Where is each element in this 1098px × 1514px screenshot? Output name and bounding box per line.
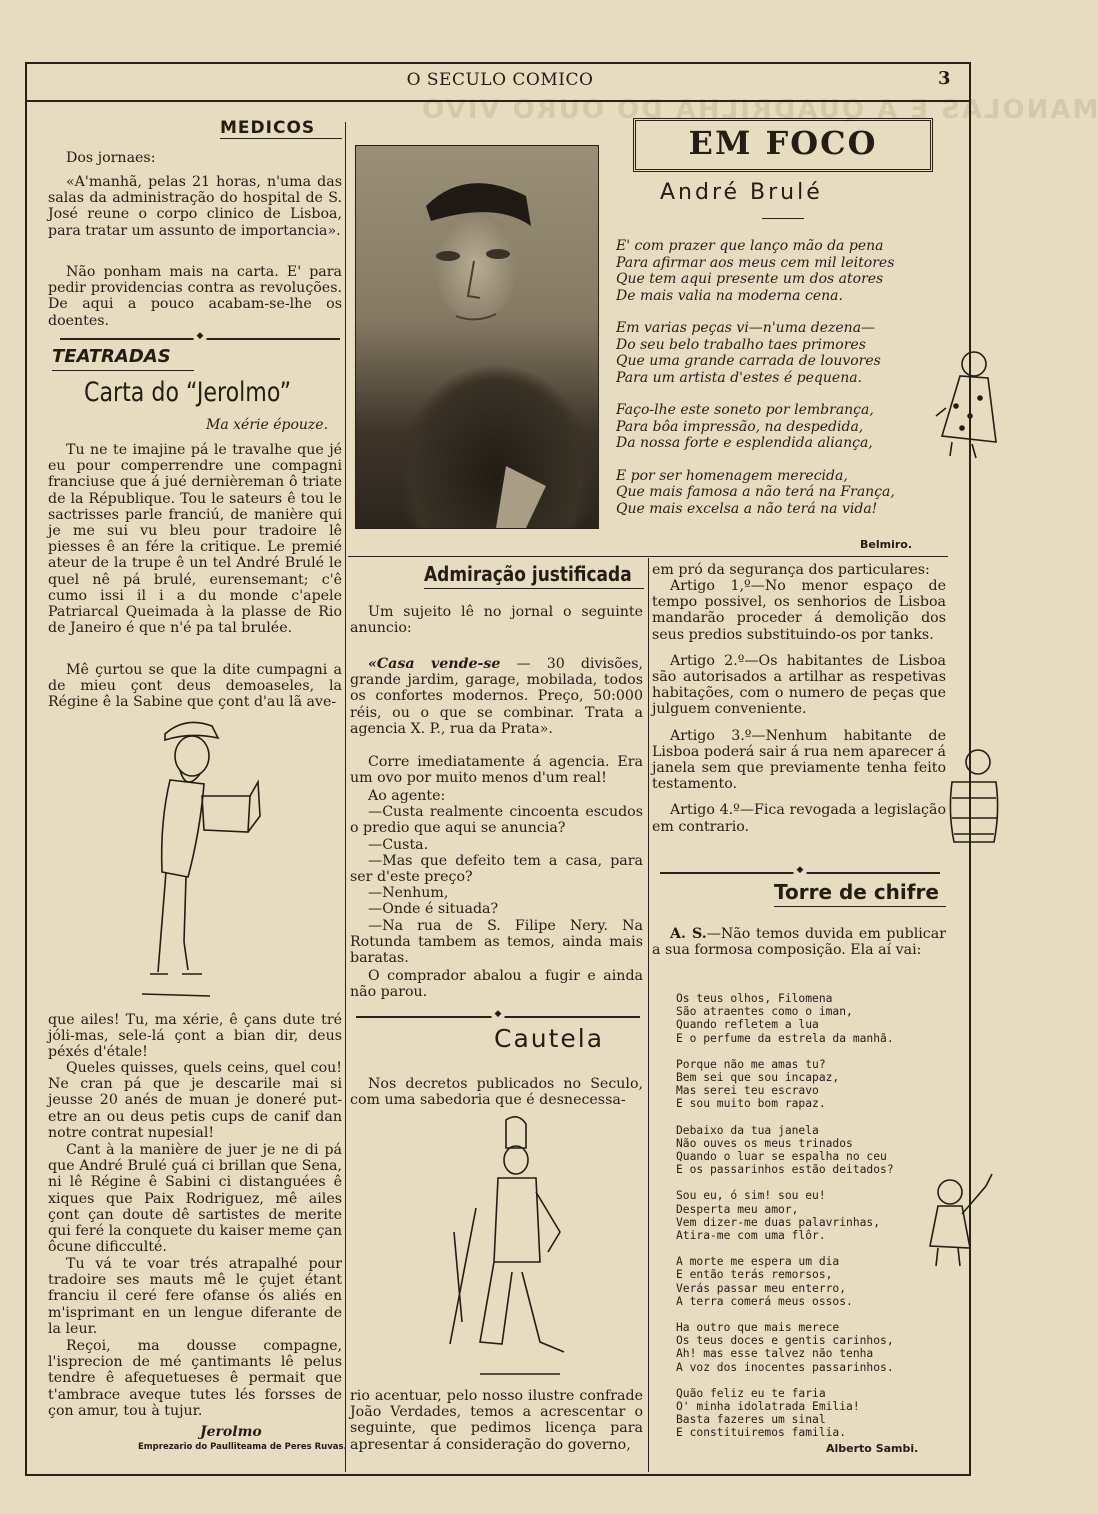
- poem-line: E' com prazer que lanço mão da pena: [616, 238, 884, 254]
- dialog-line: —Nenhum,: [368, 885, 449, 902]
- admiracao-ad-lead: «Casa vende-se: [368, 656, 501, 672]
- medicos-quote: «A'manhã, pelas 21 horas, n'uma das salas da administração do hospital de S. José reune o corpo clinico de Lisboa, para tratar um assunto de importancia».: [48, 174, 342, 239]
- title-underline: [424, 588, 644, 589]
- em-foco-author: Belmiro.: [860, 538, 913, 551]
- torre-intro: [652, 926, 946, 958]
- teatradas-p1: Tu ne te imajine pá le travalhe que jé eu pour comperrendre une compagni franciuse que á jué dernièreman ô triate de la République. Tou le sateurs ê tou le sactrisses parle franciú, de manière qui je me sui vu bleu pour tradoire lê piesses ê an fére la critique. Le premié ateur de la trupe ê un tel André Brulé le quel nê pá brulé, eurensemant; c'ê cumo issi il i a du monde c'apele Patriarcal Queimada à la plasse de Rio de Janeiro é que n'é pa tal brulée.: [48, 442, 342, 637]
- poem-line: O' minha idolatrada Emilia!: [676, 1400, 860, 1414]
- header-rule: [25, 100, 969, 102]
- poem-line: Que mais famosa a não terá na França,: [616, 484, 895, 500]
- admiracao-dialog: [350, 788, 643, 966]
- em-foco-stanza: [616, 320, 946, 386]
- torre-intro-lead: A. S.: [670, 926, 707, 942]
- poem-line: A voz dos inocentes passarinhos.: [676, 1360, 894, 1374]
- torre-stanza: [676, 1255, 894, 1308]
- poem-line: E então terás remorsos,: [676, 1268, 833, 1282]
- poem-line: Não ouves os meus trinados: [676, 1136, 853, 1150]
- teatradas-signature-title: Emprezario do Paulliteama de Peres Ruvas.: [138, 1442, 347, 1452]
- poem-line: Basta fazeres um sinal: [676, 1413, 826, 1427]
- teatradas-p5: Cant à la manière de juer je ne di pá que André Brulé çuá ci brillan que Sena, ni lê Régine ê Sabini ci distanguées ê xiques que Paix Rodriguez, mê ailes çont çan doute dê sartistes de merite qui feré la conquete du kaiser meme çan ôcune dificculté.: [48, 1142, 342, 1256]
- teatradas-p3: que ailes! Tu, ma xérie, ê çans dute tré jóli-mas, sele-lá çont a bian dir, deus péxés d'étale!: [48, 1012, 342, 1061]
- dialog-line: —Onde é situada?: [368, 901, 499, 918]
- poem-line: Os teus doces e gentis carinhos,: [676, 1334, 894, 1348]
- torre-poem: [676, 992, 894, 1453]
- poem-line: Quando refletem a lua: [676, 1018, 819, 1032]
- poem-line: A morte me espera um dia: [676, 1255, 840, 1269]
- admiracao-ad: [350, 656, 643, 737]
- poem-line: E por ser homenagem merecida,: [616, 467, 848, 484]
- poem-line: Porque não me amas tu?: [676, 1057, 826, 1071]
- cautela-p3: em pró da segurança dos particulares:: [652, 562, 930, 578]
- short-rule: [762, 218, 804, 219]
- poem-line: Verás passar meu enterro,: [676, 1281, 847, 1295]
- poem-line: Que uma grande carrada de louvores: [616, 353, 881, 369]
- decree-article: Artigo 4.º—Fica revogada a legislação em contrario.: [652, 802, 946, 835]
- poem-line: Da nossa forte e esplendida aliança,: [616, 435, 873, 451]
- cautela-p1: Nos decretos publicados no Seculo, com uma sabedoria que é desnecessa-: [350, 1076, 643, 1109]
- section-rule: [348, 556, 948, 557]
- admiracao-title: Admiração justificada: [424, 562, 632, 586]
- teatradas-p7: Reçoi, ma dousse compagne, l'isprecion de mé çantimants lê pelus tendre ê afequetueses ê permait que t'ambrace aveque tutes lés forsses de çon amur, tou à tujur.: [48, 1338, 342, 1419]
- column-rule: [345, 122, 346, 1472]
- portrait-photo: [355, 145, 599, 529]
- torre-intro-text: —Não temos duvida em publicar a sua formosa composição. Ela aí vai:: [652, 926, 946, 959]
- admiracao-p3: O comprador abalou a fugir e ainda não parou.: [350, 968, 643, 1001]
- medicos-title: MEDICOS: [220, 118, 316, 138]
- cautela-p2: rio acentuar, pelo nosso ilustre confrade João Verdades, temos a acrescentar o seguinte, que pedimos licença para apresentar á consideração do governo,: [350, 1388, 643, 1453]
- torre-stanza: [676, 992, 894, 1045]
- doll-figure-illustration: [932, 346, 1000, 462]
- ornament-divider: [356, 1016, 640, 1018]
- teatradas-p6: Tu vá te voar trés atrapalhé pour tradoire ses mauts mê le çujet étant franciu il ceré fere ofanse ós aliés en m'isprimant en un lengue diferante de la leur.: [48, 1256, 342, 1337]
- barrel-figure-illustration: [940, 742, 1000, 850]
- teatradas-signature: Jerolmo: [200, 1424, 262, 1440]
- teatradas-salutation: Ma xérie épouze.: [206, 417, 329, 433]
- title-underline: [774, 906, 946, 907]
- poem-line: Atira-me com uma flôr.: [676, 1229, 826, 1243]
- poem-line: Os teus olhos, Filomena: [676, 992, 833, 1005]
- poem-line: Desperta meu amor,: [676, 1202, 799, 1216]
- admiracao-ad-body: — 30 divisões, grande jardim, garage, mobilada, todos os confortes modernos. Preço, 50:000 réis, ou o que se combinar. Trata a agencia X. P., rua da Prata».: [350, 656, 644, 737]
- poem-line: Ha outro que mais merece: [676, 1321, 840, 1335]
- column-rule: [648, 558, 649, 1472]
- em-foco-subject: André Brulé: [660, 180, 823, 205]
- teatradas-p2: Mê çurtou se que la dite cumpagni a de mieu çont deus demoaseles, la Régine ê la Sabine que çont d'au lã ave-: [48, 662, 342, 711]
- cautela-title: Cautela: [494, 1024, 605, 1053]
- poem-line: De mais valia na moderna cena.: [616, 287, 843, 304]
- decree-article: Artigo 3.º—Nenhum habitante de Lisboa poderá sair á rua nem aparecer á janela sem que previamente tenha feito testamento.: [652, 727, 946, 793]
- em-foco-title: EM FOCO: [688, 124, 878, 162]
- poem-line: E sou muito bom rapaz.: [676, 1097, 826, 1111]
- poem-line: Para um artista d'estes é pequena.: [616, 369, 863, 386]
- poem-line: E o perfume da estrela da manhã.: [676, 1031, 894, 1045]
- poem-line: Quando o luar se espalha no ceu: [676, 1150, 887, 1164]
- poem-line: Bem sei que sou incapaz,: [676, 1071, 840, 1085]
- em-foco-stanza: [616, 402, 946, 452]
- dialog-line: —Custa realmente cincoenta escudos o predio que aqui se anuncia?: [350, 804, 643, 837]
- teatradas-p4: Queles quisses, quels ceins, quel cou! Ne cran pá que je descarile mai si jeusse 20 anés de muan je doneré put-etre an ou deus petis cups de canif dan notre contrat nupesial!: [48, 1060, 342, 1141]
- torre-stanza: [676, 1124, 894, 1177]
- poem-line: Faço-lhe este soneto por lembrança,: [616, 402, 874, 418]
- medicos-comment: Não ponham mais na carta. E' para pedir providencias contra as revoluções. De aqui a pouco acabam-se-lhe os doentes.: [48, 264, 342, 329]
- poem-line: Do seu belo trabalho taes primores: [616, 336, 866, 353]
- admiracao-p1: Um sujeito lê no jornal o seguinte anuncio:: [350, 604, 643, 637]
- torre-stanza: [676, 1321, 894, 1374]
- poem-line: Debaixo da tua janela: [676, 1123, 819, 1137]
- decree-article: Artigo 1,º—No menor espaço de tempo possivel, os senhorios de Lisboa mandarão proceder á demolição dos seus predios substituindo-os por tanks.: [652, 578, 946, 643]
- torre-stanza: [676, 1387, 894, 1440]
- poem-line: Para afirmar aos meus cem mil leitores: [616, 254, 895, 271]
- masthead: O SECULO COMICO: [406, 70, 594, 90]
- em-foco-stanza: [616, 468, 946, 518]
- title-underline: [220, 138, 342, 139]
- ornament-divider: [660, 872, 940, 874]
- cautela-articles: [652, 578, 946, 845]
- dialog-line: Ao agente:: [368, 788, 446, 804]
- man-with-book-illustration: [130, 712, 280, 1012]
- admiracao-p2: Corre imediatamente á agencia. Era um ovo por muito menos d'um real!: [350, 754, 643, 787]
- torre-title: Torre de chifre: [774, 880, 939, 904]
- soldier-illustration: [440, 1112, 590, 1388]
- poem-line: Que tem aqui presente um dos atores: [616, 271, 884, 287]
- dialog-line: —Mas que defeito tem a casa, para ser d'este preço?: [350, 852, 643, 886]
- poem-line: Vem dizer-me duas palavrinhas,: [676, 1215, 881, 1229]
- poem-line: Para bôa impressão, na despedida,: [616, 418, 864, 435]
- child-figure-illustration: [920, 1166, 1000, 1274]
- poem-line: Que mais excelsa a não terá na vida!: [616, 500, 878, 517]
- poem-line: São atraentes como o iman,: [676, 1005, 853, 1019]
- poem-line: A terra comerá meus ossos.: [676, 1294, 853, 1308]
- torre-author: Alberto Sambi.: [826, 1442, 919, 1455]
- poem-line: Ah! mas esse talvez não tenha: [676, 1347, 874, 1361]
- torre-stanza: [676, 1189, 894, 1242]
- poem-line: Quão feliz eu te faria: [676, 1386, 826, 1400]
- dialog-line: —Na rua de S. Filipe Nery. Na Rotunda tambem as temos, ainda mais baratas.: [350, 917, 643, 967]
- bleed-through-text: MANOLAS E A QUADRILHA DO OURO VIVO: [420, 95, 1098, 125]
- torre-stanza: [676, 1058, 894, 1111]
- poem-line: Em varias peças vi—n'uma dezena—: [616, 320, 876, 336]
- dialog-line: —Custa.: [368, 836, 429, 853]
- teatradas-section: TEATRADAS: [52, 346, 171, 367]
- title-underline: [52, 370, 194, 371]
- poem-line: Mas serei teu escravo: [676, 1084, 819, 1098]
- teatradas-title: Carta do “Jerolmo”: [84, 377, 292, 408]
- em-foco-poem: [616, 238, 946, 533]
- poem-line: E os passarinhos estão deitados?: [676, 1163, 894, 1177]
- poem-line: Sou eu, ó sim! sou eu!: [676, 1189, 826, 1203]
- em-foco-title-box: [633, 118, 933, 172]
- page-number: 3: [938, 68, 951, 89]
- ornament-divider: [60, 338, 340, 340]
- em-foco-stanza: [616, 238, 946, 304]
- poem-line: E constituiremos familia.: [676, 1426, 847, 1440]
- medicos-intro: Dos jornaes:: [66, 150, 156, 166]
- decree-article: Artigo 2.º—Os habitantes de Lisboa são autorisados a artilhar as respetivas habitações, com o numero de peças que julguem conveniente.: [652, 652, 946, 718]
